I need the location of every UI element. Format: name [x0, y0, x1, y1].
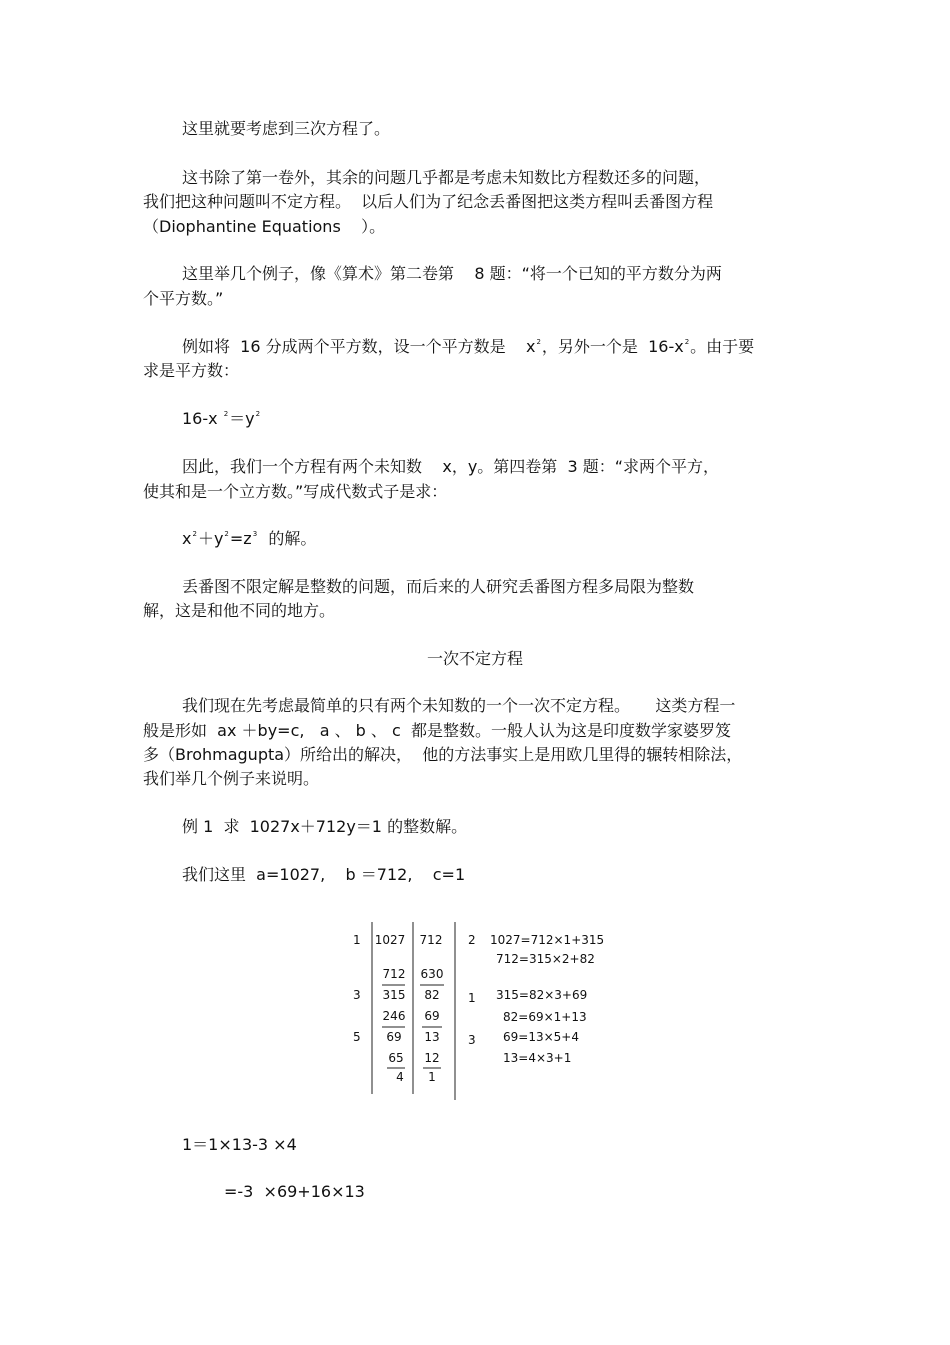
paragraph-linear-line-2: 般是形如 ax ＋by=c, a 、 b 、 c 都是整数。一般人认为这是印度数学家婆罗笈: [143, 721, 731, 740]
table-cell: 246: [382, 1009, 406, 1023]
table-cell: 1: [428, 1070, 436, 1084]
text-segment: 例如将 16 分成两个平方数，设一个平方数是 x: [182, 337, 536, 356]
table-cell: 630: [420, 967, 444, 981]
superscript: 3: [252, 530, 258, 538]
text-segment: 。由于要: [690, 337, 755, 356]
example-statement: 例 1 求 1027x＋712y＝1 的整数解。: [182, 817, 468, 836]
given-values: 我们这里 a=1027, b ＝712, c=1: [182, 865, 466, 884]
paragraph-example-line-2: 个平方数。”: [143, 289, 224, 308]
table-cell: 69: [386, 1030, 402, 1044]
paragraph-linear-line-3: 多（Brohmagupta）所给出的解决， 他的方法事实上是用欧几里得的辗转相除法，: [143, 745, 743, 764]
right-quotient: 1: [468, 991, 476, 1005]
paragraph-sixteen-line-2: 求是平方数：: [143, 361, 240, 380]
right-quotient: 3: [468, 1033, 476, 1047]
superscript: 2: [224, 530, 229, 538]
division-equation: 82=69×1+13: [503, 1010, 587, 1024]
paragraph-integers-line-1: 丢番图不限定解是整数的问题，而后来的人研究丢番图方程多局限为整数: [182, 577, 695, 596]
equation-cube: [182, 529, 316, 552]
division-equation: 69=13×5+4: [503, 1030, 579, 1044]
paragraph-example-line-1: 这里举几个例子，像《算术》第二卷第 8 题：“将一个已知的平方数分为两: [182, 264, 722, 283]
table-cell: 69: [424, 1009, 440, 1023]
division-equation: 1027=712×1+315: [490, 933, 605, 947]
right-quotient: 2: [468, 933, 476, 947]
paragraph-cube-line-1: 因此，我们一个方程有两个未知数 x，y。第四卷第 3 题：“求两个平方，: [182, 457, 720, 476]
superscript: 2: [536, 338, 541, 346]
section-heading: 一次不定方程: [426, 649, 523, 668]
left-quotient: 5: [353, 1030, 361, 1044]
text-segment: 的解。: [258, 529, 317, 548]
text-segment: 16-x: [182, 409, 223, 428]
left-quotient: 3: [353, 988, 361, 1002]
back-substitution-line-2: =-3 ×69+16×13: [224, 1182, 365, 1201]
superscript: 2: [223, 410, 229, 418]
back-substitution-line-1: 1＝1×13-3 ×4: [182, 1135, 297, 1154]
left-quotient: 1: [353, 933, 361, 947]
paragraph-linear-line-4: 我们举几个例子来说明。: [143, 769, 320, 788]
text-segment: ＋y: [197, 529, 224, 548]
paragraph-indeterminate-line-3: （Diophantine Equations ）。: [143, 217, 386, 236]
paragraph-integers-line-2: 解，这是和他不同的地方。: [143, 601, 336, 620]
division-equation: 315=82×3+69: [496, 988, 588, 1002]
text-segment: ＝y: [229, 409, 255, 428]
table-cell: 82: [424, 988, 440, 1002]
table-cell: 4: [396, 1070, 404, 1084]
equation-sum-of-squares: [182, 409, 261, 432]
paragraph-indeterminate-line-1: 这书除了第一卷外，其余的问题几乎都是考虑未知数比方程数还多的问题，: [182, 168, 711, 187]
superscript: 2: [684, 338, 690, 346]
table-cell: 315: [382, 988, 406, 1002]
text-segment: x: [182, 529, 192, 548]
table-cell: 65: [388, 1051, 404, 1065]
table-cell: 1027: [374, 933, 406, 947]
paragraph-linear-line-1: 我们现在先考虑最简单的只有两个未知数的一个一次不定方程。 这类方程一: [182, 696, 736, 715]
superscript: 2: [255, 410, 261, 418]
text-segment: =z: [229, 529, 252, 548]
table-cell: 12: [424, 1051, 440, 1065]
paragraph-cubic: 这里就要考虑到三次方程了。: [182, 119, 391, 138]
text-segment: ，另外一个是 16-x: [541, 337, 684, 356]
table-cell: 712: [419, 933, 443, 947]
paragraph-cube-line-2: 使其和是一个立方数。”写成代数式子是求：: [143, 482, 448, 501]
paragraph-sixteen-line-1: [182, 337, 754, 360]
euclid-division-table: [345, 922, 615, 1102]
division-equation: 712=315×2+82: [496, 952, 595, 966]
division-equation: 13=4×3+1: [503, 1051, 572, 1065]
table-cell: 13: [424, 1030, 440, 1044]
table-cell: 712: [382, 967, 406, 981]
paragraph-indeterminate-line-2: 我们把这种问题叫不定方程。 以后人们为了纪念丢番图把这类方程叫丢番图方程: [143, 192, 714, 211]
superscript: 2: [192, 530, 197, 538]
